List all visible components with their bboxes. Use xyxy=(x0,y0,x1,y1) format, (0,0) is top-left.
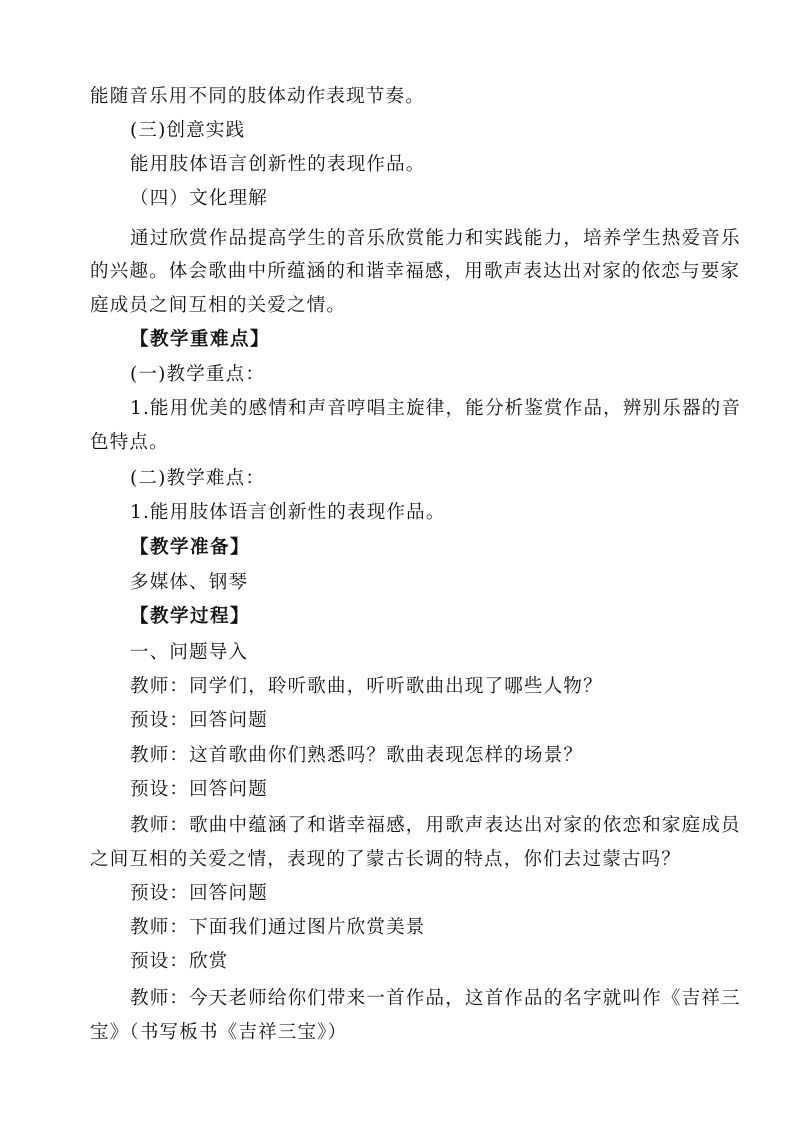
paragraph-line: 能随音乐用不同的肢体动作表现节奏。 xyxy=(90,86,425,107)
subheading-key-points: (一)教学重点： xyxy=(130,364,266,385)
paragraph-line: 多媒体、钢琴 xyxy=(130,572,249,593)
dialogue-line: 教师：今天老师给你们带来一首作品，这首作品的名字就叫作《吉祥三 xyxy=(130,988,741,1009)
heading-teaching-preparation: 【教学准备】 xyxy=(130,537,251,558)
section-heading-creative-practice: (三)创意实践 xyxy=(130,120,246,141)
dialogue-line: 教师：下面我们通过图片欣赏美景 xyxy=(130,917,426,938)
heading-key-difficult-points: 【教学重难点】 xyxy=(130,329,271,350)
paragraph-line: 庭成员之间互相的关爱之情。 xyxy=(90,295,347,316)
section-heading-question-intro: 一、问题导入 xyxy=(130,642,249,663)
dialogue-line: 预设：回答问题 xyxy=(130,883,268,904)
paragraph-line: 色特点。 xyxy=(90,432,169,453)
list-item: 1.能用优美的感情和声音哼唱主旋律，能分析鉴赏作品，辨别乐器的音 xyxy=(130,398,742,419)
dialogue-line: 之间互相的关爱之情，表现的了蒙古长调的特点，你们去过蒙古吗？ xyxy=(90,849,682,870)
dialogue-line: 宝》（书写板书《吉祥三宝》） xyxy=(90,1022,348,1043)
paragraph-line: 能用肢体语言创新性的表现作品。 xyxy=(130,154,426,175)
dialogue-line: 教师：同学们，聆听歌曲，听听歌曲出现了哪些人物？ xyxy=(130,676,603,697)
subheading-difficult-points: (二)教学难点： xyxy=(130,468,266,489)
list-item: 1.能用肢体语言创新性的表现作品。 xyxy=(130,502,446,523)
dialogue-line: 教师：这首歌曲你们熟悉吗？歌曲表现怎样的场景？ xyxy=(130,745,584,766)
dialogue-line: 教师：歌曲中蕴涵了和谐幸福感，用歌声表达出对家的依恋和家庭成员 xyxy=(130,815,741,836)
paragraph-line: 的兴趣。体会歌曲中所蕴涵的和谐幸福感，用歌声表达出对家的依恋与要家 xyxy=(90,261,741,282)
section-heading-cultural-understanding: （四）文化理解 xyxy=(130,188,268,209)
dialogue-line: 预设：回答问题 xyxy=(130,710,268,731)
dialogue-line: 预设：欣赏 xyxy=(130,951,229,972)
heading-teaching-process: 【教学过程】 xyxy=(130,606,251,627)
paragraph-line: 通过欣赏作品提高学生的音乐欣赏能力和实践能力，培养学生热爱音乐 xyxy=(130,228,741,249)
dialogue-line: 预设：回答问题 xyxy=(130,779,268,800)
